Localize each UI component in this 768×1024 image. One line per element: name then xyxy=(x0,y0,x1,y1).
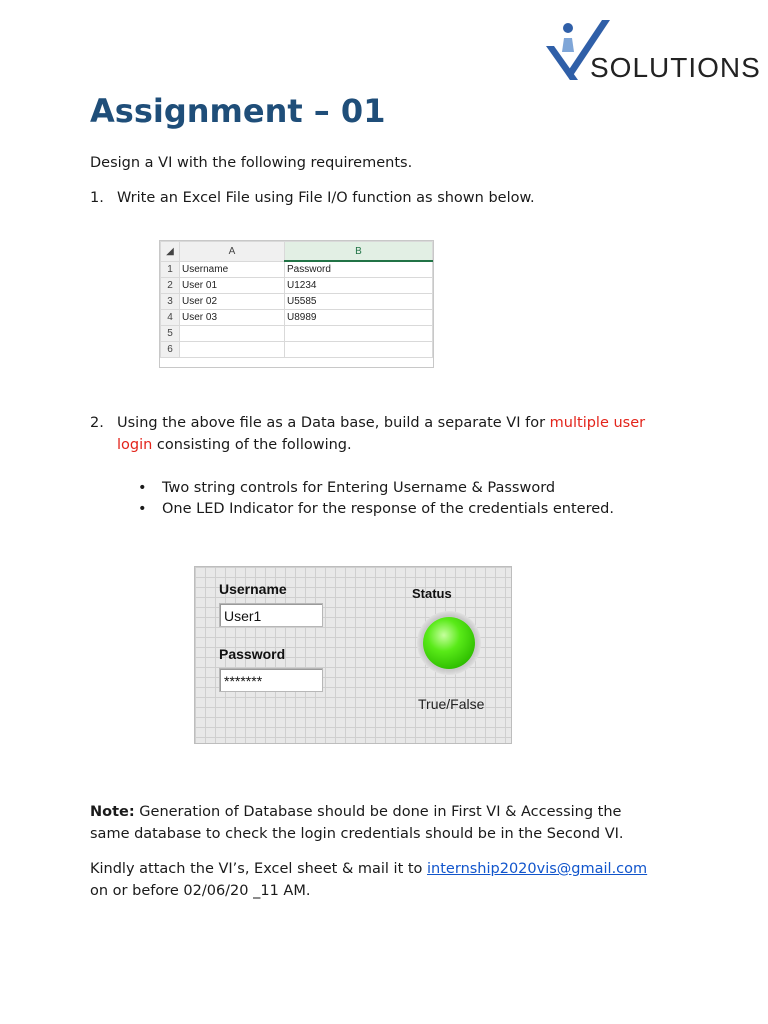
led-indicator xyxy=(423,617,475,669)
note-label: Note: xyxy=(90,804,135,820)
requirement-text: consisting of the following. xyxy=(152,437,352,453)
excel-row xyxy=(161,310,433,326)
excel-row xyxy=(161,261,433,278)
email-link[interactable]: internship2020vis@gmail.com xyxy=(427,861,648,877)
username-control: User1 xyxy=(219,603,323,627)
excel-corner: ◢ xyxy=(161,242,180,262)
excel-row-number: 6 xyxy=(161,342,180,358)
excel-row-number: 2 xyxy=(161,278,180,294)
bullet-list xyxy=(136,478,614,520)
excel-cell: Username xyxy=(180,261,285,278)
intro-text: Design a VI with the following requirements. xyxy=(90,155,413,171)
led-caption: True/False xyxy=(418,696,485,712)
requirement-number: 2. xyxy=(90,415,104,431)
highlight-text: multiple user xyxy=(549,415,646,431)
excel-row-number: 3 xyxy=(161,294,180,310)
requirement-text: Write an Excel File using File I/O function as shown below. xyxy=(117,190,535,206)
excel-cell: U8989 xyxy=(285,310,433,326)
labview-front-panel xyxy=(194,566,512,744)
requirement-1 xyxy=(90,187,535,209)
note-text: Generation of Database should be done in First VI & Accessing the xyxy=(134,804,622,820)
excel-cell: User 01 xyxy=(180,278,285,294)
excel-row-number: 1 xyxy=(161,261,180,278)
excel-row-number: 4 xyxy=(161,310,180,326)
list-item: • One LED Indicator for the response of the credentials entered. xyxy=(136,499,614,520)
excel-cell: User 03 xyxy=(180,310,285,326)
note-text: same database to check the login credentials should be in the Second VI. xyxy=(90,826,624,842)
attach-paragraph xyxy=(90,858,710,902)
excel-row-number: 5 xyxy=(161,326,180,342)
excel-cell: U1234 xyxy=(285,278,433,294)
username-label: Username xyxy=(219,581,287,597)
excel-row xyxy=(161,342,433,358)
excel-cell: U5585 xyxy=(285,294,433,310)
excel-row xyxy=(161,278,433,294)
excel-row xyxy=(161,326,433,342)
led-indicator-bezel xyxy=(417,611,481,675)
requirement-2 xyxy=(90,412,690,456)
requirement-number: 1. xyxy=(90,190,104,206)
password-label: Password xyxy=(219,646,286,662)
excel-cell xyxy=(180,342,285,358)
excel-cell xyxy=(285,342,433,358)
excel-cell: User 02 xyxy=(180,294,285,310)
highlight-text: login xyxy=(117,437,153,453)
page-title: Assignment – 01 xyxy=(90,92,386,130)
list-item: • Two string controls for Entering Username & Password xyxy=(136,478,614,499)
attach-text: Kindly attach the VI’s, Excel sheet & mail it to xyxy=(90,861,428,877)
excel-sheet-image xyxy=(159,240,434,368)
note-paragraph xyxy=(90,801,690,845)
status-label: Status xyxy=(412,586,452,601)
logo-text: SOLUTIONS xyxy=(590,52,761,83)
excel-row xyxy=(161,294,433,310)
excel-col-header: B xyxy=(285,242,433,262)
deadline-text: on or before 02/06/20 _11 AM. xyxy=(90,883,311,899)
excel-cell xyxy=(285,326,433,342)
password-control: ******* xyxy=(219,668,323,692)
excel-cell: Password xyxy=(285,261,433,278)
requirement-text: Using the above file as a Data base, build a separate VI for xyxy=(117,415,550,431)
excel-cell xyxy=(180,326,285,342)
excel-col-header: A xyxy=(180,242,285,262)
